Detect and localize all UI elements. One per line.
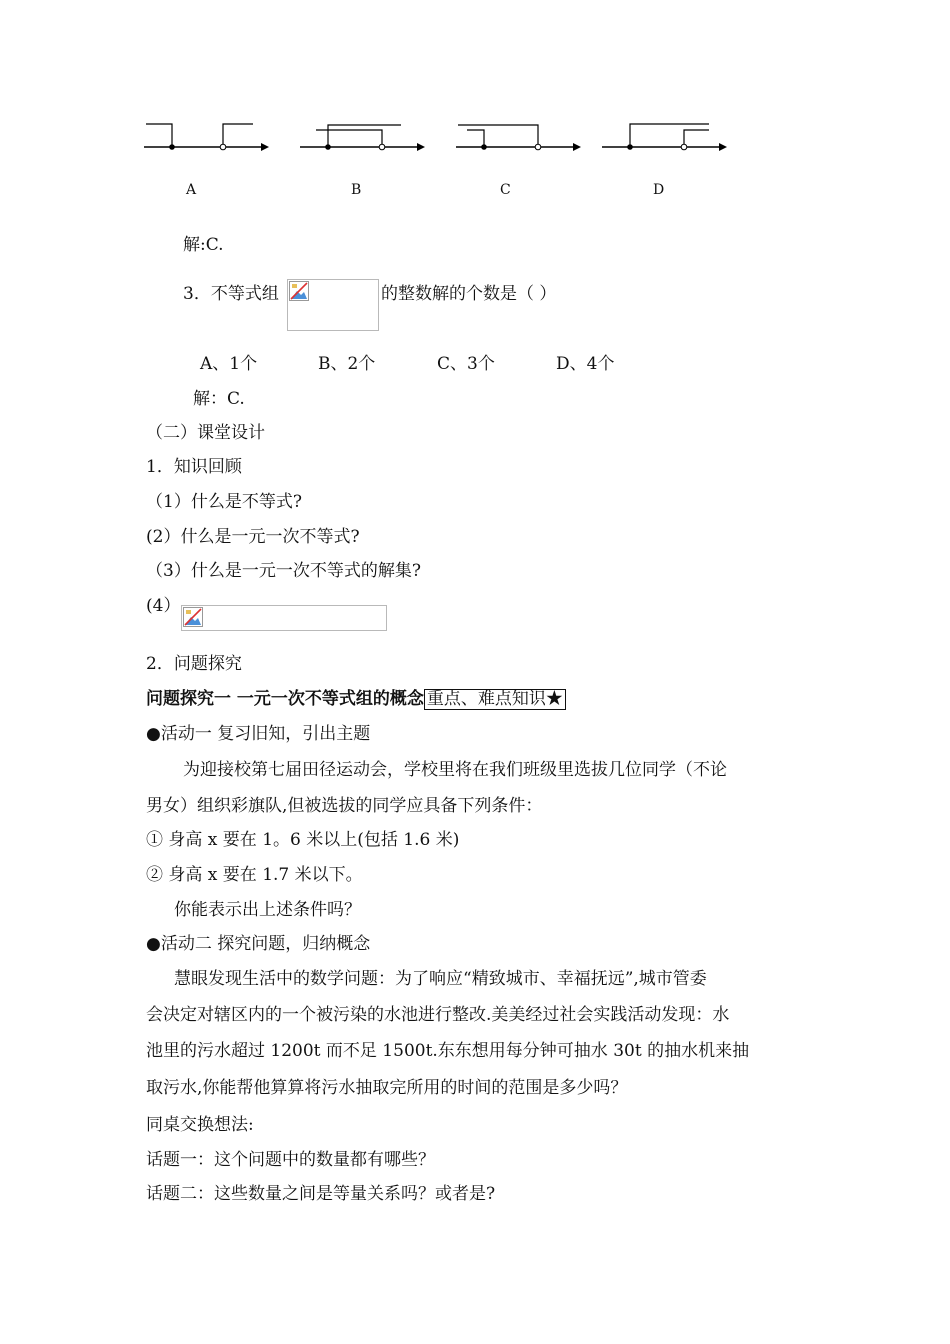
- topic-1: 话题一：这个问题中的数量都有哪些？: [146, 1150, 435, 1170]
- review-item-3: （3）什么是一元一次不等式的解集?: [146, 561, 421, 581]
- activity-1-title: ●活动一 复习旧知，引出主题: [146, 724, 371, 744]
- broken-image-icon: [183, 607, 203, 627]
- number-line-option-d: [601, 120, 731, 160]
- explore-1-heading: [146, 689, 566, 710]
- option-label-d: D: [653, 182, 665, 198]
- activity-2-line-1: 慧眼发现生活中的数学问题：为了响应“精致城市、幸福抚远”,城市管委: [174, 969, 707, 989]
- review-title: 1．知识回顾: [146, 457, 242, 477]
- solution-1: 解:C.: [183, 235, 224, 255]
- question-3-suffix: 的整数解的个数是（ ）: [381, 284, 557, 304]
- choice-b: B、2个: [318, 354, 376, 374]
- activity-2-line-2: 会决定对辖区内的一个被污染的水池进行整改.美美经过社会实践活动发现：水: [146, 1005, 730, 1025]
- activity-2-line-3: 池里的污水超过 1200t 而不足 1500t.东东想用每分钟可抽水 30t 的抽水机来抽: [146, 1041, 750, 1061]
- topic-2: 话题二：这些数量之间是等量关系吗？或者是?: [146, 1184, 496, 1204]
- choice-d: D、4个: [556, 354, 615, 374]
- activity-2-title: ●活动二 探究问题，归纳概念: [146, 934, 371, 954]
- activity-1-line-5: 你能表示出上述条件吗？: [174, 900, 361, 920]
- number-line-option-b: [299, 120, 429, 160]
- option-label-a: A: [186, 182, 197, 198]
- review-item-2: (2）什么是一元一次不等式?: [146, 527, 360, 547]
- activity-1-line-4: ② 身高 x 要在 1.7 米以下。: [146, 865, 363, 885]
- inequality-system-image: [287, 279, 379, 331]
- option-label-c: C: [500, 182, 511, 198]
- broken-image-icon: [289, 281, 309, 301]
- exchange-title: 同桌交换想法:: [146, 1115, 254, 1135]
- choice-c: C、3个: [437, 354, 495, 374]
- choice-a: A、1个: [200, 354, 258, 374]
- option-label-b: B: [351, 182, 362, 198]
- explore-1-title: 问题探究一 一元一次不等式组的概念: [146, 689, 424, 709]
- activity-1-line-3: ① 身高 x 要在 1。6 米以上(包括 1.6 米): [146, 830, 460, 850]
- activity-1-line-1: 为迎接校第七届田径运动会，学校里将在我们班级里选拔几位同学（不论: [183, 760, 727, 780]
- review-item-4-image: [181, 605, 387, 631]
- activity-2-line-4: 取污水,你能帮他算算将污水抽取完所用的时间的范围是多少吗？: [146, 1078, 628, 1098]
- number-line-option-c: [455, 120, 585, 160]
- solution-3: 解：C.: [193, 389, 245, 409]
- question-3-prefix: 3．不等式组: [183, 284, 279, 304]
- activity-1-line-2: 男女）组织彩旗队,但被选拔的同学应具备下列条件：: [146, 796, 543, 816]
- review-item-4: (4）: [146, 596, 181, 616]
- explore-title: 2．问题探究: [146, 654, 242, 674]
- number-line-option-a: [143, 120, 273, 160]
- key-point-tag: 重点、难点知识★: [424, 689, 566, 710]
- review-item-1: （1）什么是不等式?: [146, 492, 302, 512]
- section-title: （二）课堂设计: [146, 423, 265, 443]
